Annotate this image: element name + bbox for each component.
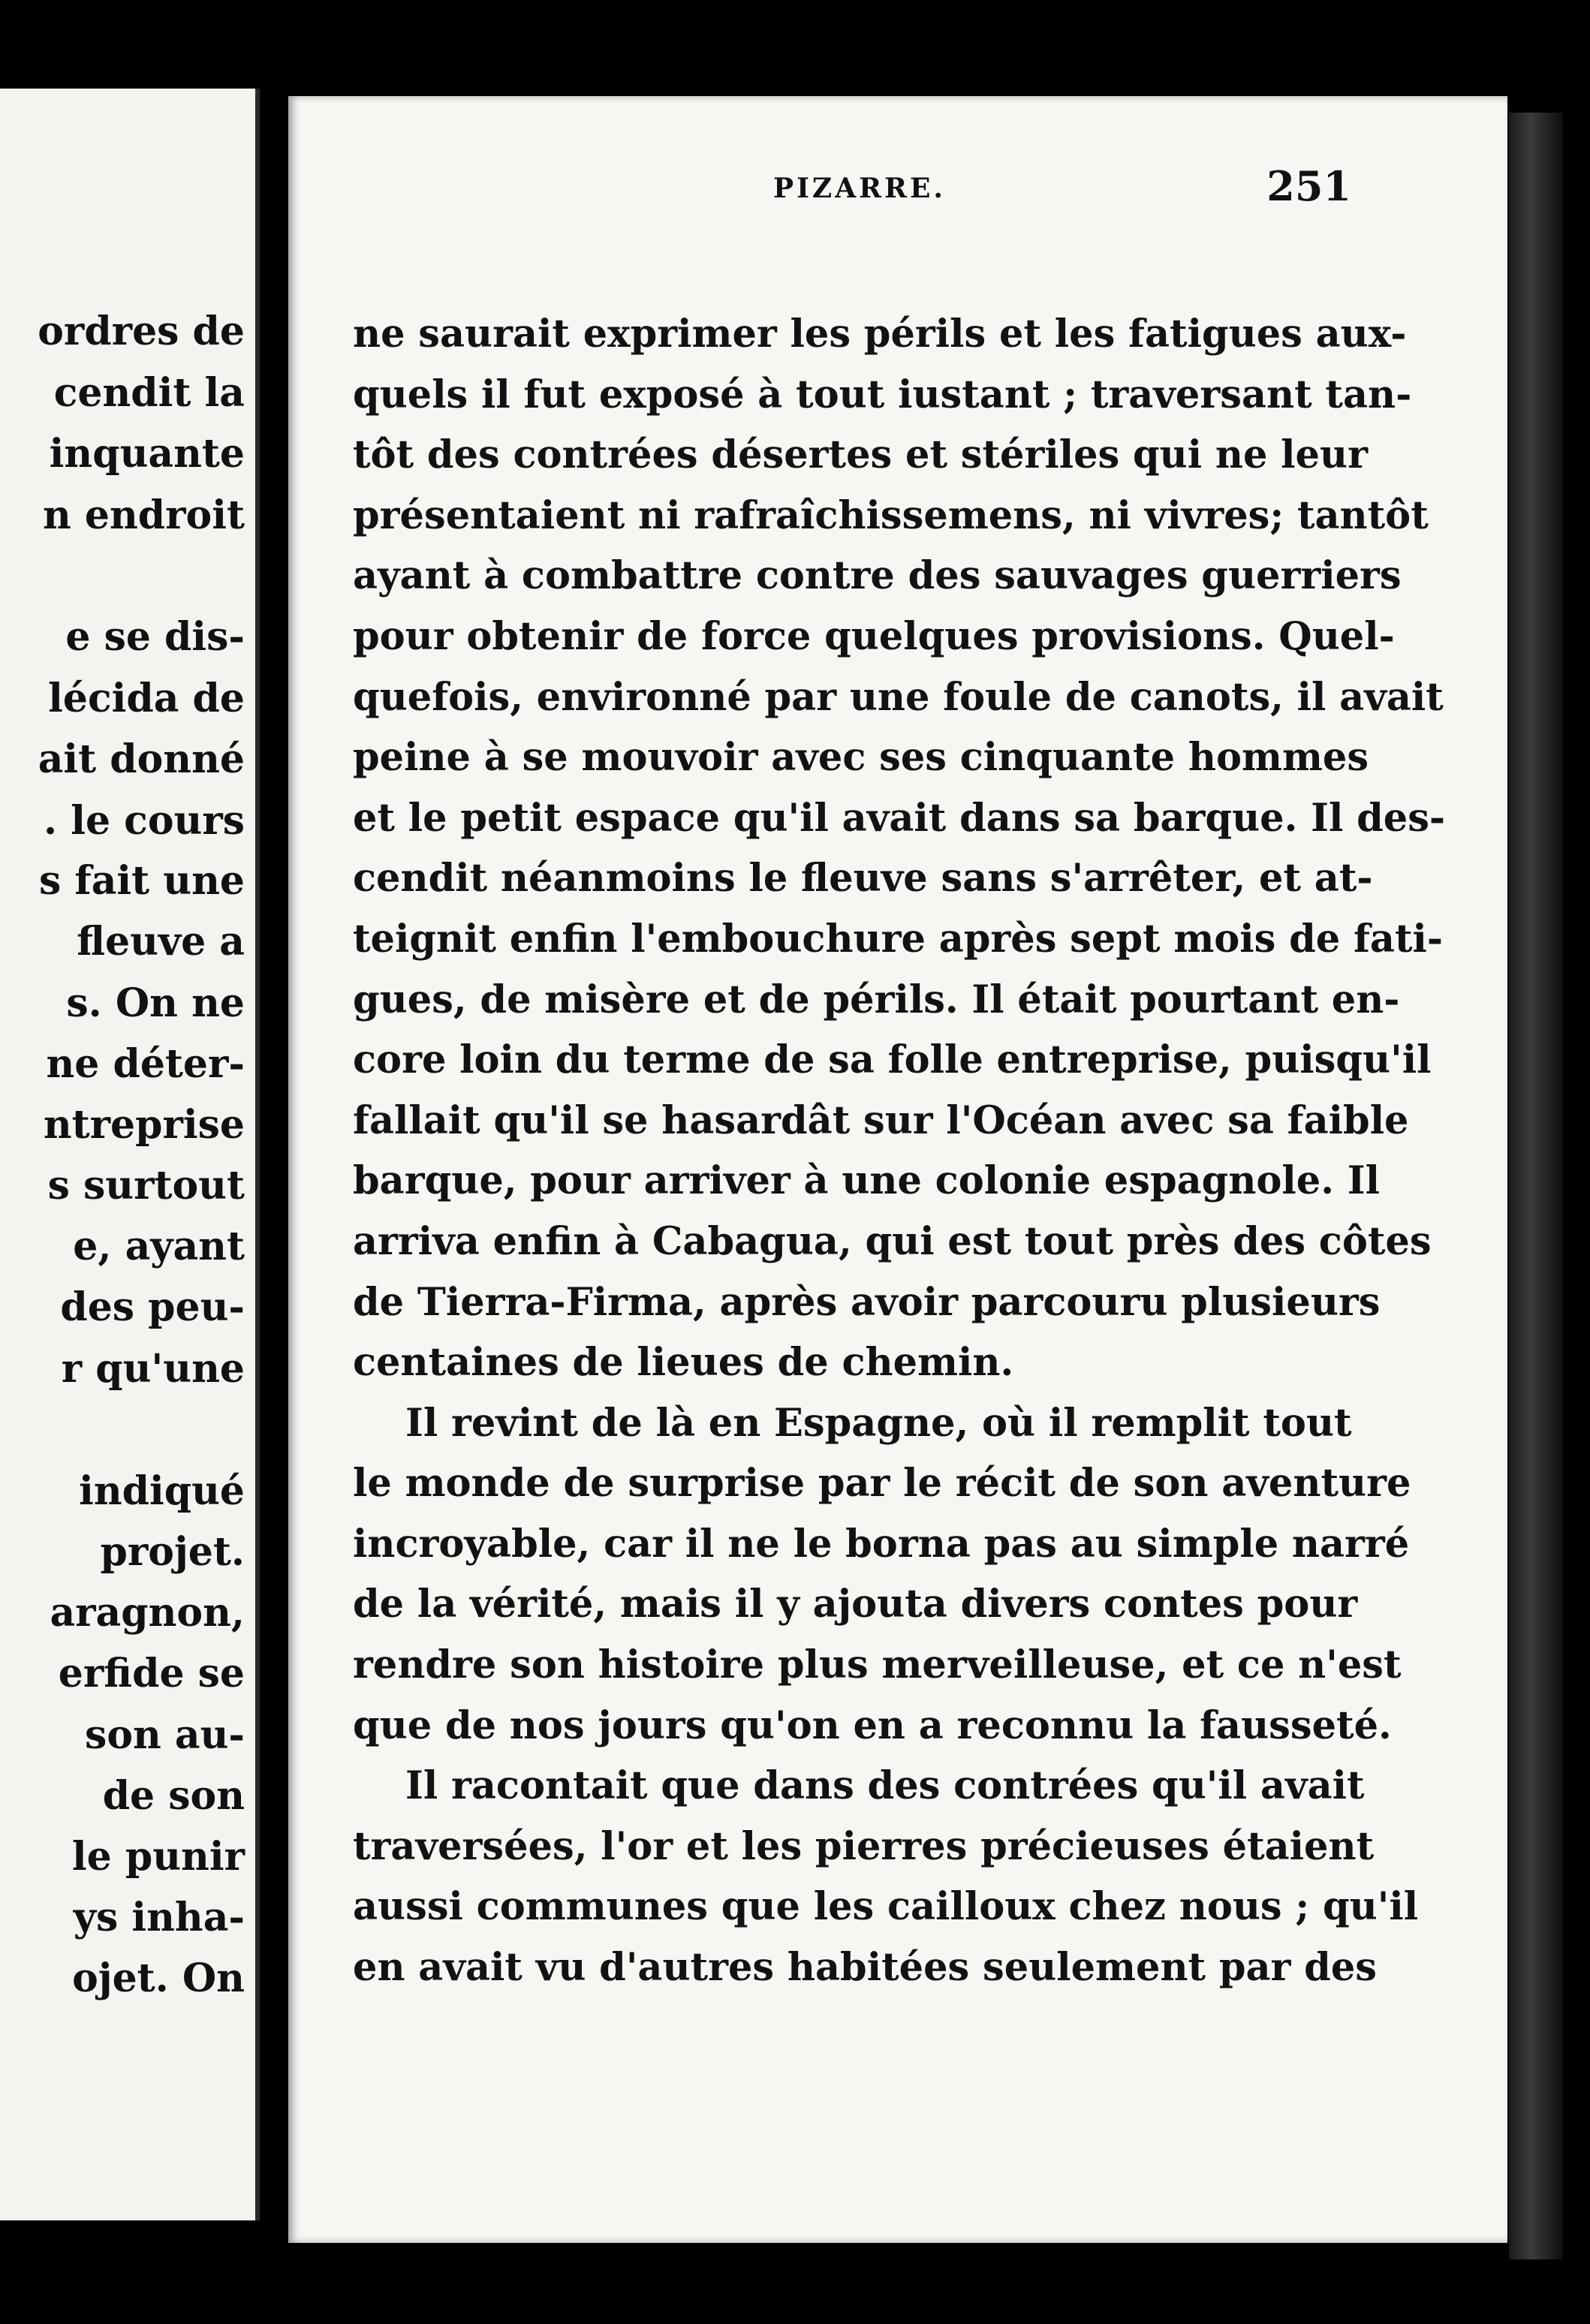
text-line: de la vérité, mais il y ajouta divers contes pour	[353, 1582, 1358, 1627]
text-line: teignit enfin l'embouchure après sept mois de fati-	[353, 916, 1444, 962]
previous-page-line: de son	[102, 1773, 245, 1819]
previous-page-line: e se dis-	[65, 614, 245, 660]
previous-page-line: . le cours	[44, 798, 245, 844]
previous-page-line: erfide se	[58, 1651, 245, 1696]
text-line: core loin du terme de sa folle entreprise, puisqu'il	[353, 1037, 1432, 1083]
text-line: que de nos jours qu'on en a reconnu la fausseté.	[353, 1702, 1392, 1748]
text-line: ne saurait exprimer les périls et les fatigues aux-	[353, 312, 1407, 357]
previous-page-line: le punir	[71, 1834, 245, 1880]
previous-page-line: projet.	[100, 1529, 245, 1575]
previous-page-line: ys inha-	[73, 1895, 245, 1940]
previous-page-line: s fait une	[38, 858, 245, 904]
text-line: le monde de surprise par le récit de son aventure	[353, 1461, 1411, 1507]
text-line: arriva enfin à Cabagua, qui est tout près des côtes	[353, 1218, 1432, 1264]
previous-page-line: ordres de	[38, 309, 245, 354]
page-edge-shadow	[1509, 113, 1563, 2259]
text-line: Il revint de là en Espagne, où il remplit tout	[405, 1400, 1352, 1446]
body-text	[353, 304, 1446, 1998]
previous-page-line: s surtout	[47, 1163, 245, 1209]
text-line: centaines de lieues de chemin.	[353, 1340, 1014, 1386]
text-line: barque, pour arriver à une colonie espagnole. Il	[353, 1158, 1380, 1204]
page-number: 251	[1266, 162, 1351, 210]
previous-page-line: inquante	[49, 431, 245, 477]
previous-page-line: r qu'une	[61, 1346, 245, 1392]
text-line: gues, de misère et de périls. Il était pourtant en-	[353, 977, 1400, 1022]
previous-page-fragment	[0, 89, 260, 2220]
previous-page-line: indiqué	[79, 1468, 245, 1514]
text-line: pour obtenir de force quelques provisions. Quel-	[353, 613, 1395, 659]
previous-page-line: ne déter-	[46, 1041, 245, 1087]
previous-page-line: n endroit	[42, 492, 245, 538]
previous-page-line: lécida de	[48, 676, 245, 721]
previous-page-line: ojet. On	[72, 1955, 245, 2001]
text-line: de Tierra-Firma, après avoir parcouru plusieurs	[353, 1279, 1381, 1325]
text-line: quels il fut exposé à tout iustant ; traversant tan-	[353, 372, 1412, 417]
text-line: incroyable, car il ne le borna pas au simple narré	[353, 1521, 1410, 1567]
text-line: en avait vu d'autres habitées seulement par des	[353, 1945, 1378, 1991]
page-header	[360, 158, 1351, 218]
previous-page-line: son au-	[85, 1712, 245, 1758]
previous-page-line: ntreprise	[43, 1102, 245, 1148]
text-line: tôt des contrées désertes et stériles qui ne leur	[353, 432, 1368, 478]
text-line: quefois, environné par une foule de canots, il avait	[353, 674, 1444, 720]
previous-page-line: s. On ne	[66, 980, 245, 1026]
text-line: Il racontait que dans des contrées qu'il avait	[405, 1763, 1365, 1809]
text-line: ayant à combattre contre des sauvages guerriers	[353, 553, 1402, 599]
previous-page-line: ait donné	[38, 736, 245, 782]
previous-page-line: cendit la	[53, 370, 245, 416]
text-line: présentaient ni rafraîchissemens, ni vivres; tantôt	[353, 492, 1429, 538]
text-line: cendit néanmoins le fleuve sans s'arrêter, et at-	[353, 856, 1373, 902]
text-line: et le petit espace qu'il avait dans sa barque. Il des-	[353, 795, 1446, 841]
previous-page-line: fleuve a	[77, 919, 245, 965]
text-line: peine à se mouvoir avec ses cinquante hommes	[353, 735, 1369, 781]
previous-page-line: e, ayant	[73, 1224, 245, 1269]
running-head: PIZARRE.	[773, 173, 946, 204]
text-line: rendre son histoire plus merveilleuse, et ce n'est	[353, 1642, 1402, 1688]
text-line: aussi communes que les cailloux chez nous ; qu'il	[353, 1884, 1419, 1930]
text-line: traversées, l'or et les pierres précieuses étaient	[353, 1823, 1375, 1869]
previous-page-line: des peu-	[60, 1284, 245, 1330]
text-line: fallait qu'il se hasardât sur l'Océan avec sa faible	[353, 1097, 1409, 1143]
previous-page-line: aragnon,	[50, 1590, 245, 1636]
